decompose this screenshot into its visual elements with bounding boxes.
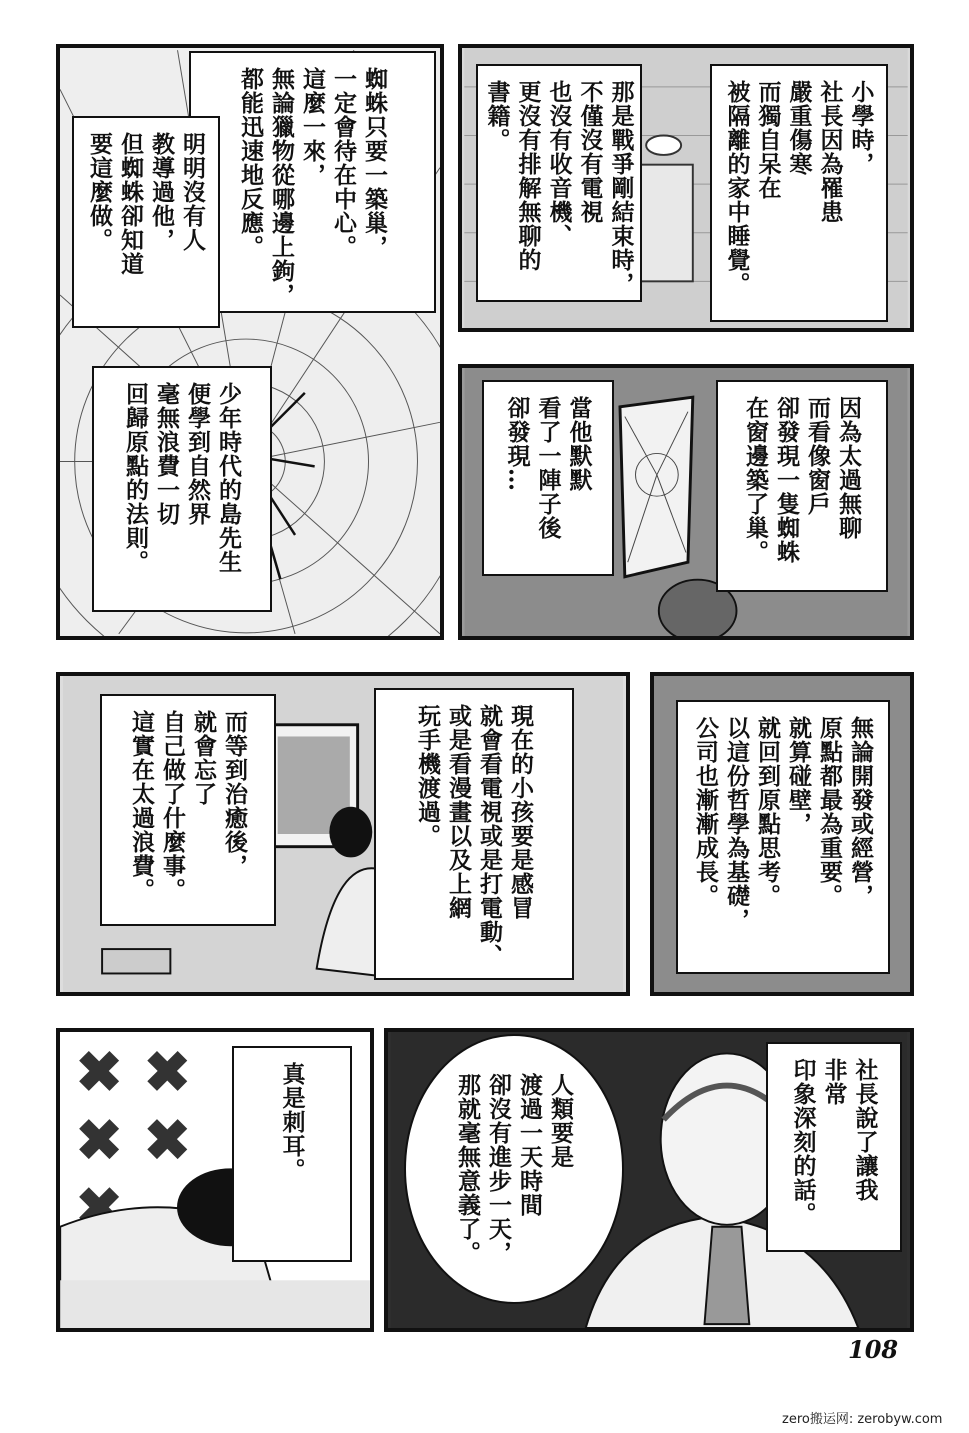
caption-text: 少年時代的島先生 便學到自然界 毫無浪費一切 回歸原點的法則。 <box>122 382 242 574</box>
caption-text: 小學時， 社長因為罹患 嚴重傷寒 而獨自呆在 被隔離的家中睡覺。 <box>723 80 875 296</box>
caption-text: 而等到治癒後， 就會忘了 自己做了什麼事。 這實在太過浪費。 <box>128 710 248 902</box>
caption-box <box>716 380 888 592</box>
caption-text: 那是戰爭剛結束時， 不僅沒有電視 也沒有收音機、 更沒有排解無聊的 書籍。 <box>483 80 635 296</box>
caption-text: 現在的小孩要是感冒 就會看電視或是打電動、 或是看漫畫以及上網 玩手機渡過。 <box>414 704 534 968</box>
panel-bedroom <box>458 44 914 332</box>
caption-box <box>72 116 220 328</box>
speech-text: 真是刺耳。 <box>278 1062 306 1182</box>
caption-text: 明明沒有人 教導過他， 但蜘蛛卻知道 要這麼做。 <box>86 132 206 276</box>
caption-box <box>482 380 614 576</box>
caption-box <box>676 700 890 974</box>
panel-spider-web <box>56 44 444 640</box>
caption-text: 無論開發或經營， 原點都最為重要。 就算碰壁， 就回到原點思考。 以這份哲學為基礎， 公司也漸漸成長。 <box>692 716 874 932</box>
panel-president <box>384 1028 914 1332</box>
caption-box <box>476 64 642 302</box>
caption-text: 蜘蛛只要一築巢， 一定會待在中心。 這麼一來， 無論獵物從哪邊上鉤， 都能迅速地反應。 <box>237 67 388 307</box>
caption-box <box>710 64 888 322</box>
caption-box <box>100 694 276 926</box>
caption-box <box>766 1042 902 1252</box>
caption-box <box>374 688 574 980</box>
watermark-text: zero搬运网: zerobyw.com <box>782 1412 943 1427</box>
speech-bubble <box>404 1034 624 1304</box>
speech-text: 人類要是 渡過一天時間 卻沒有進步一天， 那就毫無意義了。 <box>454 1073 574 1265</box>
caption-text: 當他默默 看了一陣子後 卻發現… <box>503 396 593 540</box>
page-number: 108 <box>848 1335 899 1364</box>
panel-child-tv <box>56 672 630 996</box>
caption-text: 社長說了讓我 非常 印象深刻的話。 <box>789 1058 879 1226</box>
caption-text: 因為太過無聊 而看像窗戶 卻發現一隻蜘蛛 在窗邊築了巢。 <box>742 396 862 564</box>
panel-philosophy <box>650 672 914 996</box>
caption-box <box>189 51 436 313</box>
panel-listener <box>56 1028 374 1332</box>
caption-box <box>92 366 272 612</box>
speech-box <box>232 1046 352 1262</box>
panel-window-spider <box>458 364 914 640</box>
